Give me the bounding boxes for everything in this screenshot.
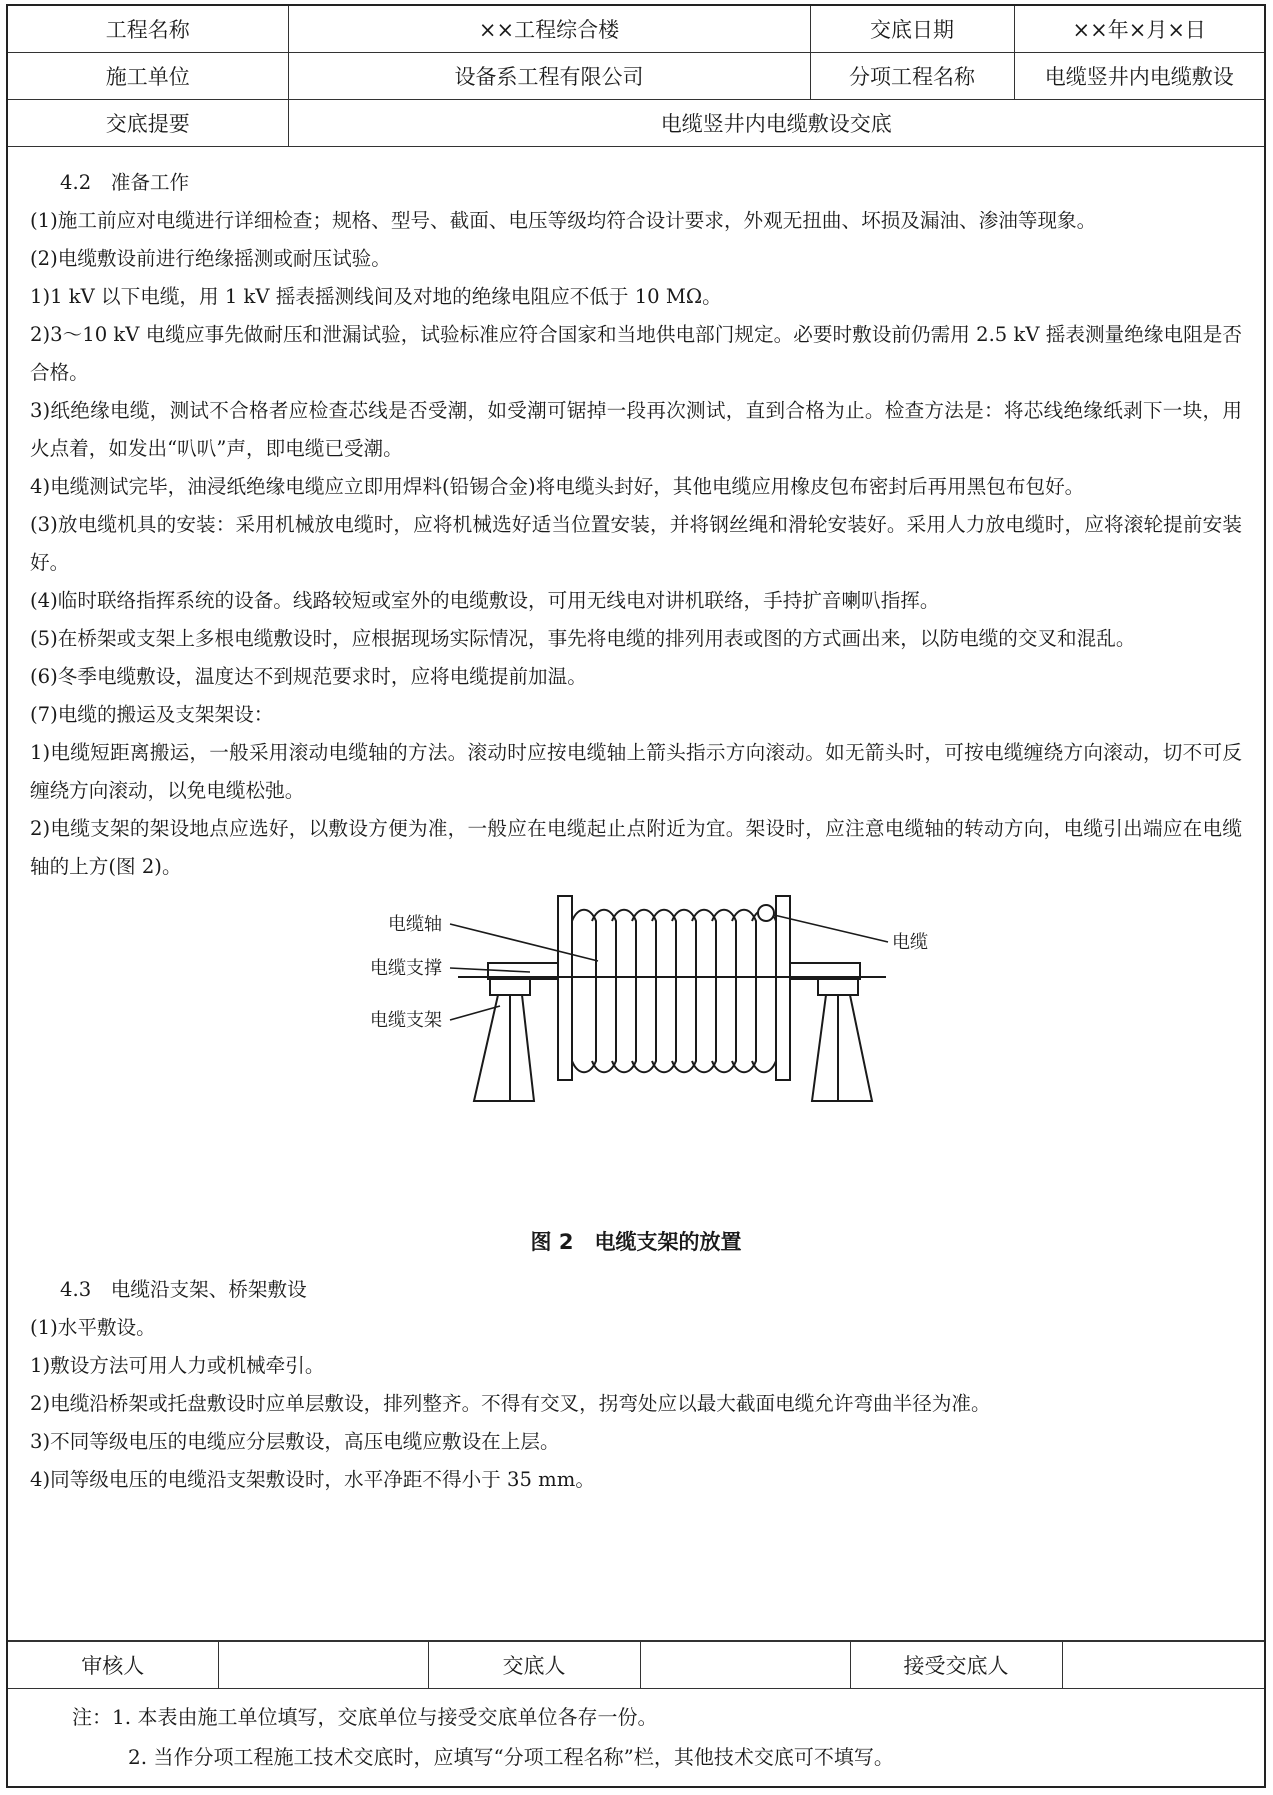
cable-coil <box>572 910 776 1073</box>
paragraph: 1)1 kV 以下电缆，用 1 kV 摇表摇测线间及对地的绝缘电阻应不低于 10 MΩ。 <box>30 285 722 308</box>
left-flange <box>558 896 572 1080</box>
header-table <box>8 6 1264 147</box>
reviewer-label: 审核人 <box>8 1642 218 1689</box>
paragraph: (7)电缆的搬运及支架架设： <box>30 703 274 726</box>
right-stand <box>812 995 872 1101</box>
right-flange <box>776 896 790 1080</box>
paragraph: 1)敷设方法可用人力或机械牵引。 <box>30 1354 325 1377</box>
construction-unit-label: 施工单位 <box>8 53 288 100</box>
paragraph: 4)电缆测试完毕，油浸纸绝缘电缆应立即用焊料(铅锡合金)将电缆头封好，其他电缆应用橡皮包布密封后再用黑包布包好。 <box>30 475 1085 498</box>
construction-unit-value: 设备系工程有限公司 <box>288 53 810 100</box>
paragraph: 2)3～10 kV 电缆应事先做耐压和泄漏试验，试验标准应符合国家和当地供电部门规定。必要时敷设前仍需用 2.5 kV 摇表测量绝缘电阻是否合格。 <box>30 323 1242 384</box>
paragraph: (4)临时联络指挥系统的设备。线路较短或室外的电缆敷设，可用无线电对讲机联络，手持扩音喇叭指挥。 <box>30 589 940 612</box>
discloser-label: 交底人 <box>428 1642 640 1689</box>
cable-stand-diagram <box>30 886 1244 1231</box>
disclosure-content <box>8 151 1264 1641</box>
paragraph: (1)水平敷设。 <box>30 1316 156 1339</box>
paragraph: 2)电缆支架的架设地点应选好，以敷设方便为准，一般应在电缆起止点附近为宜。架设时，应注意电缆轴的转动方向，电缆引出端应在电缆轴的上方(图 2)。 <box>30 817 1242 878</box>
reviewer-field <box>218 1642 428 1689</box>
header-row-2 <box>8 53 1264 100</box>
receiver-field <box>1062 1642 1264 1689</box>
label-cable-stand: 电缆支架 <box>370 1010 442 1031</box>
cable-end <box>758 905 774 921</box>
paragraph: 4.3 电缆沿支架、桥架敷设 <box>60 1278 307 1301</box>
paragraph: 3)纸绝缘电缆，测试不合格者应检查芯线是否受潮，如受潮可锯掉一段再次测试，直到合格为止。检查方法是：将芯线绝缘纸剥下一块，用火点着，如发出“叭叭”声，即电缆已受潮。 <box>30 399 1242 460</box>
label-cable-brace: 电缆支撑 <box>370 958 442 979</box>
right-stand-cap <box>818 979 858 995</box>
paragraph: 3)不同等级电压的电缆应分层敷设，高压电缆应敷设在上层。 <box>30 1430 560 1453</box>
figure-caption: 图 2 电缆支架的放置 <box>530 1230 742 1254</box>
leader-cable <box>774 915 888 942</box>
paragraph: (5)在桥架或支架上多根电缆敷设时，应根据现场实际情况，事先将电缆的排列用表或图的方式画出来，以防电缆的交叉和混乱。 <box>30 627 1136 650</box>
header-row-1 <box>8 6 1264 53</box>
subproject-name-value: 电缆竖井内电缆敷设 <box>1014 53 1264 100</box>
note-2: 2. 当作分项工程施工技术交底时，应填写“分项工程名称”栏，其他技术交底可不填写。 <box>128 1745 894 1769</box>
subproject-name-label: 分项工程名称 <box>810 53 1014 100</box>
label-cable: 电缆 <box>892 932 928 953</box>
disclosure-date-label: 交底日期 <box>810 6 1014 53</box>
summary-value: 电缆竖井内电缆敷设交底 <box>288 100 1264 147</box>
paragraph: 4.2 准备工作 <box>60 171 190 194</box>
disclosure-date-value: ××年×月×日 <box>1014 6 1264 53</box>
form-notes <box>8 1689 1264 1777</box>
paragraph: (3)放电缆机具的安装：采用机械放电缆时，应将机械选好适当位置安装，并将钢丝绳和滑轮安装好。采用人力放电缆时，应将滚轮提前安装好。 <box>30 513 1242 574</box>
signature-row <box>8 1642 1264 1689</box>
paragraph: (1)施工前应对电缆进行详细检查；规格、型号、截面、电压等级均符合设计要求，外观无扭曲、坏损及漏油、渗油等现象。 <box>30 209 1097 232</box>
paragraph: 2)电缆沿桥架或托盘敷设时应单层敷设，排列整齐。不得有交叉，拐弯处应以最大截面电缆允许弯曲半径为准。 <box>30 1392 991 1415</box>
discloser-field <box>640 1642 850 1689</box>
paragraph: 1)电缆短距离搬运，一般采用滚动电缆轴的方法。滚动时应按电缆轴上箭头指示方向滚动。如无箭头时，可按电缆缠绕方向滚动，切不可反缠绕方向滚动，以免电缆松弛。 <box>30 741 1242 802</box>
project-name-value: ××工程综合楼 <box>288 6 810 53</box>
header-row-3 <box>8 100 1264 147</box>
paragraph: (6)冬季电缆敷设，温度达不到规范要求时，应将电缆提前加温。 <box>30 665 587 688</box>
leader-axis <box>450 924 598 961</box>
paragraph: 4)同等级电压的电缆沿支架敷设时，水平净距不得小于 35 mm。 <box>30 1468 595 1491</box>
disclosure-form <box>6 4 1266 1788</box>
receiver-label: 接受交底人 <box>850 1642 1062 1689</box>
label-cable-axis: 电缆轴 <box>388 914 442 935</box>
paragraph: (2)电缆敷设前进行绝缘摇测或耐压试验。 <box>30 247 391 270</box>
figure-cable-stand <box>30 886 1244 1231</box>
summary-label: 交底提要 <box>8 100 288 147</box>
left-stand-cap <box>490 979 530 995</box>
content-section-prep <box>30 164 1242 886</box>
project-name-label: 工程名称 <box>8 6 288 53</box>
content-section-horizontal <box>30 1271 1242 1499</box>
signature-table <box>8 1641 1264 1689</box>
note-1: 注：1. 本表由施工单位填写，交底单位与接受交底单位各存一份。 <box>72 1705 658 1729</box>
